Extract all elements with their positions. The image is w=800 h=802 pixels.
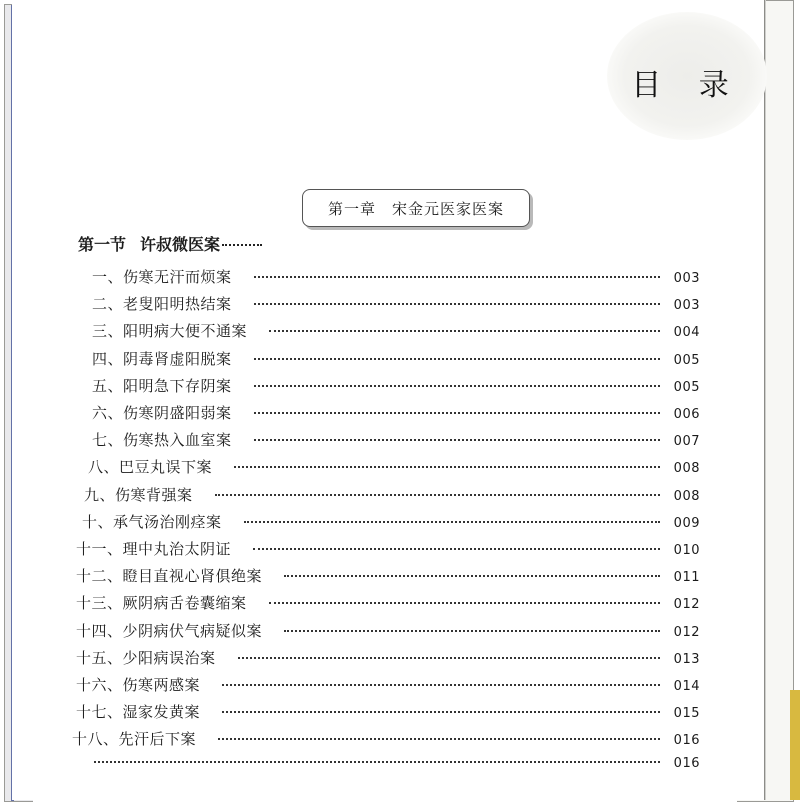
toc-entry[interactable] [76, 647, 700, 673]
toc-entry-page: 003 [673, 271, 700, 286]
toc-entry-label: 十八、先汗后下案 [72, 730, 197, 749]
toc-entry[interactable] [84, 484, 700, 510]
toc-entry-page: 014 [673, 679, 700, 694]
chapter-title: 宋金元医家医案 [392, 199, 505, 218]
toc-entry-page: 008 [673, 461, 700, 477]
book-cover-edge [790, 690, 800, 800]
dot-leader [254, 358, 660, 360]
toc-page [12, 0, 765, 800]
dot-leader [253, 548, 660, 550]
dot-leader [254, 412, 660, 414]
section-title: 许叔微医案 [140, 235, 221, 254]
toc-entry-label: 十七、湿家发黄案 [76, 703, 201, 722]
chapter-heading [302, 189, 530, 227]
toc-entry[interactable] [76, 674, 700, 700]
dot-leader [284, 630, 660, 632]
dot-leader [269, 602, 660, 604]
toc-entry-label: 十三、厥阴病舌卷囊缩案 [76, 594, 247, 613]
toc-entry-page: 011 [673, 570, 700, 586]
toc-entry-page: 008 [673, 488, 700, 504]
toc-entry-label: 一、伤寒无汗而烦案 [92, 268, 232, 286]
dot-leader [218, 738, 660, 740]
toc-entry-page: 013 [673, 651, 700, 667]
toc-entry-label: 六、伤寒阴盛阳弱案 [92, 404, 232, 422]
toc-entry-label: 十四、少阴病伏气病疑似案 [76, 621, 263, 640]
toc-entry[interactable] [92, 293, 700, 319]
toc-entry[interactable] [92, 402, 700, 428]
toc-entry[interactable] [72, 728, 700, 754]
toc-entry-page: 005 [673, 379, 700, 395]
toc-entry[interactable] [82, 511, 700, 537]
dot-leader [222, 684, 660, 686]
toc-entry-label: 八、巴豆丸误下案 [88, 458, 213, 477]
toc-entry[interactable] [76, 538, 700, 564]
dot-leader [284, 575, 660, 577]
toc-entry-page: 007 [673, 434, 700, 450]
dot-leader [269, 330, 660, 332]
dot-leader [254, 303, 660, 305]
toc-entry-label: 九、伤寒背强案 [84, 485, 193, 504]
toc-entry[interactable] [72, 756, 700, 782]
section-number: 第一节 [78, 235, 127, 254]
toc-entry-page: 009 [673, 515, 700, 531]
section-dot-leader [222, 244, 262, 246]
toc-entry-label: 十二、瞪目直视心肾俱绝案 [76, 567, 263, 586]
toc-entry[interactable] [88, 456, 700, 482]
toc-entry-label: 十、承气汤治刚痉案 [82, 512, 222, 531]
toc-entry-page: 004 [673, 325, 700, 341]
dot-leader [234, 466, 660, 468]
toc-entry-label: 十五、少阳病误治案 [76, 648, 216, 667]
dot-leader [238, 657, 660, 659]
toc-entry-label: 二、老叟阳明热结案 [92, 295, 232, 314]
toc-title-badge [607, 12, 767, 140]
toc-entry-label: 四、阴毒肾虚阳脱案 [92, 349, 232, 368]
toc-entry-page: 012 [673, 624, 700, 640]
dot-leader [215, 494, 660, 496]
toc-entry-page: 012 [673, 597, 700, 613]
toc-entry-page: 016 [673, 733, 700, 749]
toc-entry[interactable] [92, 429, 700, 455]
toc-entry[interactable] [76, 565, 700, 591]
dot-leader [254, 385, 660, 387]
dot-leader [244, 521, 660, 523]
toc-entry-page: 006 [673, 407, 700, 422]
toc-entry-page: 003 [673, 298, 700, 314]
toc-entry-label: 七、伤寒热入血室案 [92, 431, 232, 450]
toc-entry[interactable] [92, 320, 700, 346]
dot-leader [254, 439, 660, 441]
section-heading [78, 232, 758, 258]
toc-entry[interactable] [76, 592, 700, 618]
toc-entry-page: 016 [673, 755, 700, 771]
toc-entry-page: 005 [673, 352, 700, 368]
toc-entry[interactable] [76, 701, 700, 727]
toc-title: 目 录 [631, 68, 743, 103]
toc-entry-label: 三、阳明病大便不通案 [92, 322, 248, 341]
toc-entry-label: 十一、理中丸治太阴证 [76, 540, 232, 558]
toc-entry[interactable] [92, 266, 700, 292]
chapter-number: 第一章 [327, 199, 376, 218]
dot-leader [94, 761, 660, 763]
toc-entry-label: 五、阳明急下存阴案 [92, 376, 232, 395]
dot-leader [254, 276, 660, 278]
dot-leader [222, 711, 660, 713]
toc-entry-page: 010 [673, 543, 700, 558]
toc-entry-page: 015 [673, 706, 700, 722]
toc-entry-label: 十六、伤寒两感案 [76, 676, 201, 694]
toc-entry[interactable] [92, 348, 700, 374]
toc-entry[interactable] [76, 620, 700, 646]
toc-entry[interactable] [92, 375, 700, 401]
